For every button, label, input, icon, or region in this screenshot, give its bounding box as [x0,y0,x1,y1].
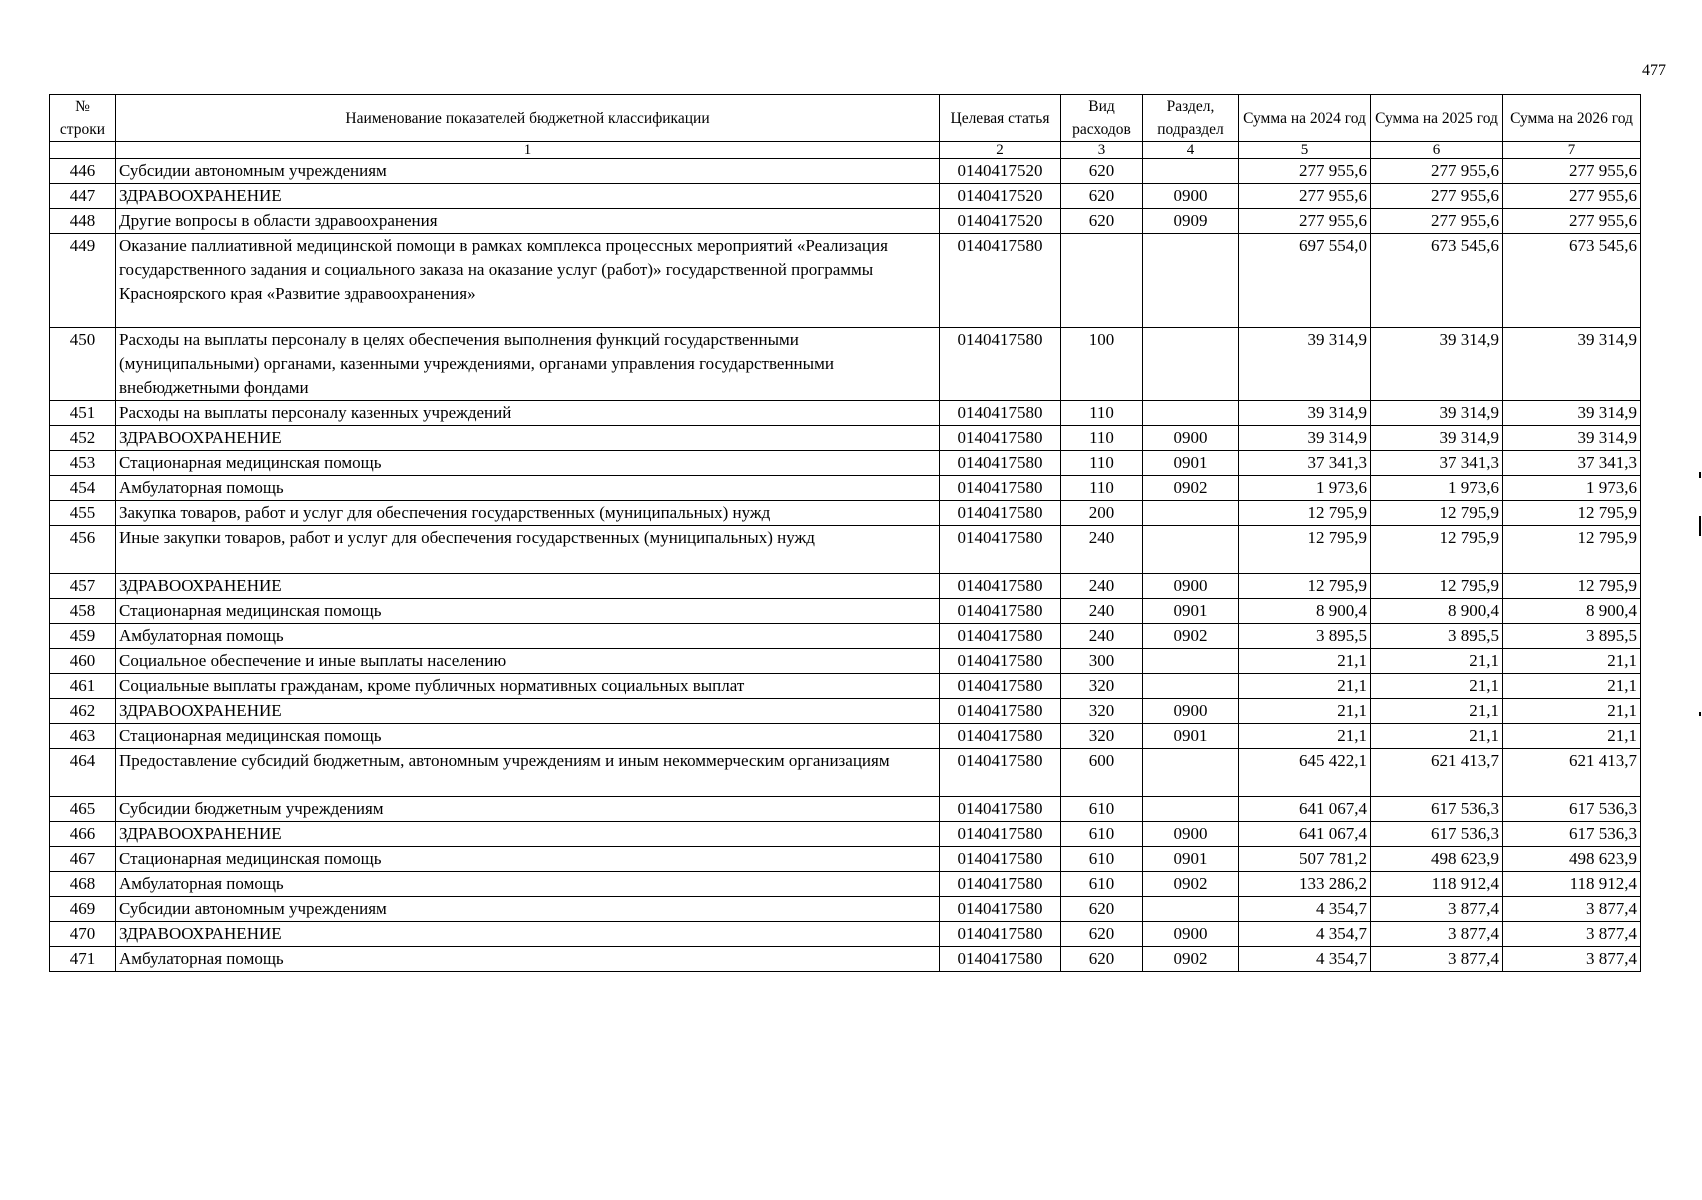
row-amount-2024: 277 955,6 [1239,209,1371,234]
row-amount-2026: 12 795,9 [1503,501,1641,526]
row-amount-2026: 498 623,9 [1503,847,1641,872]
row-number: 457 [50,574,116,599]
row-expense-kind: 320 [1061,699,1143,724]
header-2024: Сумма на 2024 год [1239,95,1371,142]
row-target-article: 0140417580 [940,501,1061,526]
row-section: 0902 [1143,872,1239,897]
row-amount-2026: 39 314,9 [1503,426,1641,451]
row-target-article: 0140417580 [940,476,1061,501]
row-amount-2024: 507 781,2 [1239,847,1371,872]
row-number: 463 [50,724,116,749]
row-amount-2026: 617 536,3 [1503,822,1641,847]
column-number: 3 [1061,142,1143,159]
row-amount-2025: 3 877,4 [1371,922,1503,947]
column-number: 7 [1503,142,1641,159]
row-section [1143,749,1239,797]
row-expense-kind: 610 [1061,797,1143,822]
row-name: Расходы на выплаты персоналу в целях обеспечения выполнения функций государственными (муниципальными) органами, казенными учреждениями, органами управления государственными внебюджетными фондами [116,328,940,401]
row-section: 0902 [1143,947,1239,972]
row-expense-kind: 620 [1061,922,1143,947]
row-name: Субсидии автономным учреждениям [116,159,940,184]
header-2026: Сумма на 2026 год [1503,95,1641,142]
header-target: Целевая статья [940,95,1061,142]
header-name: Наименование показателей бюджетной классификации [116,95,940,142]
row-section [1143,674,1239,699]
row-amount-2024: 645 422,1 [1239,749,1371,797]
row-amount-2025: 617 536,3 [1371,797,1503,822]
row-amount-2025: 621 413,7 [1371,749,1503,797]
row-name: Оказание паллиативной медицинской помощи в рамках комплекса процессных мероприятий «Реализация государственного задания и социального заказа на оказание услуг (работ)» государственной программы Красноярского края «Развитие здравоохранения» [116,234,940,328]
row-target-article: 0140417580 [940,847,1061,872]
row-number: 450 [50,328,116,401]
row-amount-2025: 21,1 [1371,699,1503,724]
row-amount-2026: 8 900,4 [1503,599,1641,624]
row-section: 0900 [1143,822,1239,847]
row-amount-2025: 118 912,4 [1371,872,1503,897]
column-number-row [50,142,1641,159]
row-amount-2025: 39 314,9 [1371,401,1503,426]
table-row [50,234,1641,328]
row-amount-2026: 21,1 [1503,674,1641,699]
row-target-article: 0140417580 [940,451,1061,476]
row-target-article: 0140417580 [940,922,1061,947]
row-name: Социальное обеспечение и иные выплаты населению [116,649,940,674]
row-expense-kind: 240 [1061,599,1143,624]
row-target-article: 0140417580 [940,749,1061,797]
table-row [50,328,1641,401]
row-amount-2024: 3 895,5 [1239,624,1371,649]
row-expense-kind: 200 [1061,501,1143,526]
row-amount-2025: 12 795,9 [1371,501,1503,526]
table-row [50,624,1641,649]
row-expense-kind: 240 [1061,624,1143,649]
column-number: 5 [1239,142,1371,159]
row-expense-kind: 610 [1061,847,1143,872]
budget-table [49,94,1641,972]
header-kind: Вид расходов [1061,95,1143,142]
row-amount-2024: 21,1 [1239,649,1371,674]
row-expense-kind: 100 [1061,328,1143,401]
row-amount-2025: 3 877,4 [1371,897,1503,922]
row-target-article: 0140417580 [940,699,1061,724]
row-section: 0901 [1143,724,1239,749]
row-amount-2025: 37 341,3 [1371,451,1503,476]
row-amount-2024: 641 067,4 [1239,822,1371,847]
row-expense-kind: 610 [1061,822,1143,847]
row-amount-2026: 617 536,3 [1503,797,1641,822]
row-target-article: 0140417580 [940,328,1061,401]
row-name: Стационарная медицинская помощь [116,599,940,624]
row-amount-2024: 4 354,7 [1239,922,1371,947]
row-amount-2024: 21,1 [1239,674,1371,699]
row-name: ЗДРАВООХРАНЕНИЕ [116,426,940,451]
column-number: 1 [116,142,940,159]
row-amount-2026: 21,1 [1503,649,1641,674]
row-amount-2026: 37 341,3 [1503,451,1641,476]
row-target-article: 0140417520 [940,184,1061,209]
row-expense-kind: 620 [1061,159,1143,184]
row-amount-2026: 12 795,9 [1503,574,1641,599]
row-section: 0902 [1143,624,1239,649]
row-amount-2026: 3 895,5 [1503,624,1641,649]
row-amount-2024: 277 955,6 [1239,184,1371,209]
table-row [50,401,1641,426]
row-expense-kind: 320 [1061,724,1143,749]
row-number: 469 [50,897,116,922]
row-amount-2026: 21,1 [1503,699,1641,724]
row-expense-kind: 110 [1061,426,1143,451]
row-section: 0900 [1143,574,1239,599]
row-expense-kind: 320 [1061,674,1143,699]
row-number: 453 [50,451,116,476]
row-amount-2026: 673 545,6 [1503,234,1641,328]
row-amount-2026: 118 912,4 [1503,872,1641,897]
row-section: 0900 [1143,184,1239,209]
row-number: 467 [50,847,116,872]
row-amount-2025: 21,1 [1371,649,1503,674]
row-name: Социальные выплаты гражданам, кроме публичных нормативных социальных выплат [116,674,940,699]
row-amount-2025: 617 536,3 [1371,822,1503,847]
column-number: 2 [940,142,1061,159]
row-amount-2024: 277 955,6 [1239,159,1371,184]
table-row [50,724,1641,749]
row-expense-kind: 240 [1061,574,1143,599]
row-section [1143,234,1239,328]
row-name: ЗДРАВООХРАНЕНИЕ [116,574,940,599]
table-row [50,847,1641,872]
row-target-article: 0140417580 [940,947,1061,972]
table-row [50,159,1641,184]
row-expense-kind: 620 [1061,209,1143,234]
row-expense-kind: 620 [1061,947,1143,972]
row-number: 458 [50,599,116,624]
row-target-article: 0140417580 [940,674,1061,699]
row-amount-2025: 277 955,6 [1371,184,1503,209]
row-number: 466 [50,822,116,847]
row-number: 452 [50,426,116,451]
row-expense-kind: 600 [1061,749,1143,797]
row-expense-kind: 110 [1061,451,1143,476]
row-number: 468 [50,872,116,897]
row-section [1143,328,1239,401]
row-section [1143,797,1239,822]
row-name: ЗДРАВООХРАНЕНИЕ [116,699,940,724]
row-amount-2025: 1 973,6 [1371,476,1503,501]
row-target-article: 0140417580 [940,822,1061,847]
page-number: 477 [1642,62,1666,79]
row-name: Амбулаторная помощь [116,872,940,897]
table-row [50,674,1641,699]
row-expense-kind: 300 [1061,649,1143,674]
column-number: 6 [1371,142,1503,159]
row-section [1143,649,1239,674]
row-amount-2024: 39 314,9 [1239,401,1371,426]
table-row [50,749,1641,797]
row-amount-2024: 39 314,9 [1239,328,1371,401]
row-name: Расходы на выплаты персоналу казенных учреждений [116,401,940,426]
row-expense-kind: 240 [1061,526,1143,574]
row-name: ЗДРАВООХРАНЕНИЕ [116,822,940,847]
row-name: Амбулаторная помощь [116,947,940,972]
scan-mark [1699,472,1701,478]
row-amount-2024: 37 341,3 [1239,451,1371,476]
row-name: Предоставление субсидий бюджетным, автономным учреждениям и иным некоммерческим организациям [116,749,940,797]
row-amount-2024: 4 354,7 [1239,897,1371,922]
row-section: 0900 [1143,699,1239,724]
row-expense-kind: 610 [1061,872,1143,897]
row-number: 455 [50,501,116,526]
row-amount-2025: 39 314,9 [1371,426,1503,451]
table-row [50,209,1641,234]
table-row [50,872,1641,897]
row-name: Амбулаторная помощь [116,624,940,649]
row-name: Стационарная медицинская помощь [116,724,940,749]
row-target-article: 0140417580 [940,574,1061,599]
row-name: ЗДРАВООХРАНЕНИЕ [116,184,940,209]
row-target-article: 0140417580 [940,599,1061,624]
row-amount-2025: 12 795,9 [1371,574,1503,599]
row-name: Другие вопросы в области здравоохранения [116,209,940,234]
row-amount-2025: 673 545,6 [1371,234,1503,328]
row-target-article: 0140417520 [940,159,1061,184]
row-amount-2025: 277 955,6 [1371,159,1503,184]
table-row [50,797,1641,822]
row-number: 448 [50,209,116,234]
row-target-article: 0140417580 [940,897,1061,922]
header-2025: Сумма на 2025 год [1371,95,1503,142]
row-amount-2024: 8 900,4 [1239,599,1371,624]
row-expense-kind: 110 [1061,401,1143,426]
row-target-article: 0140417580 [940,649,1061,674]
row-expense-kind [1061,234,1143,328]
row-number: 471 [50,947,116,972]
row-amount-2025: 21,1 [1371,674,1503,699]
row-section [1143,897,1239,922]
row-number: 464 [50,749,116,797]
header-row [50,95,1641,142]
row-section: 0901 [1143,847,1239,872]
table-row [50,476,1641,501]
row-number: 451 [50,401,116,426]
row-amount-2025: 21,1 [1371,724,1503,749]
column-number: 4 [1143,142,1239,159]
row-section [1143,159,1239,184]
row-amount-2024: 12 795,9 [1239,526,1371,574]
row-amount-2024: 12 795,9 [1239,501,1371,526]
row-section [1143,526,1239,574]
row-amount-2026: 277 955,6 [1503,184,1641,209]
table-row [50,922,1641,947]
row-number: 456 [50,526,116,574]
row-section: 0900 [1143,922,1239,947]
scan-mark [1699,712,1701,716]
table-row [50,574,1641,599]
row-section [1143,401,1239,426]
header-row-number: № строки [50,95,116,142]
row-number: 447 [50,184,116,209]
row-amount-2026: 277 955,6 [1503,159,1641,184]
row-name: ЗДРАВООХРАНЕНИЕ [116,922,940,947]
row-amount-2026: 621 413,7 [1503,749,1641,797]
row-amount-2025: 3 895,5 [1371,624,1503,649]
table-row [50,599,1641,624]
row-amount-2026: 39 314,9 [1503,328,1641,401]
row-amount-2026: 3 877,4 [1503,922,1641,947]
row-name: Стационарная медицинская помощь [116,847,940,872]
row-target-article: 0140417580 [940,797,1061,822]
row-number: 461 [50,674,116,699]
row-number: 462 [50,699,116,724]
row-name: Иные закупки товаров, работ и услуг для обеспечения государственных (муниципальных) нужд [116,526,940,574]
row-amount-2026: 21,1 [1503,724,1641,749]
row-amount-2025: 12 795,9 [1371,526,1503,574]
row-target-article: 0140417580 [940,724,1061,749]
row-amount-2024: 133 286,2 [1239,872,1371,897]
row-amount-2024: 12 795,9 [1239,574,1371,599]
row-amount-2026: 12 795,9 [1503,526,1641,574]
row-section: 0902 [1143,476,1239,501]
row-expense-kind: 620 [1061,897,1143,922]
row-target-article: 0140417520 [940,209,1061,234]
row-amount-2026: 3 877,4 [1503,897,1641,922]
row-amount-2025: 39 314,9 [1371,328,1503,401]
table-row [50,526,1641,574]
row-section [1143,501,1239,526]
row-target-article: 0140417580 [940,872,1061,897]
row-number: 459 [50,624,116,649]
row-expense-kind: 110 [1061,476,1143,501]
table-row [50,426,1641,451]
row-section: 0900 [1143,426,1239,451]
table-row [50,501,1641,526]
row-amount-2026: 39 314,9 [1503,401,1641,426]
row-target-article: 0140417580 [940,401,1061,426]
row-amount-2025: 8 900,4 [1371,599,1503,624]
row-amount-2024: 1 973,6 [1239,476,1371,501]
row-number: 454 [50,476,116,501]
row-name: Амбулаторная помощь [116,476,940,501]
table-row [50,699,1641,724]
row-amount-2025: 277 955,6 [1371,209,1503,234]
row-amount-2024: 21,1 [1239,699,1371,724]
table-row [50,947,1641,972]
row-number: 449 [50,234,116,328]
table-row [50,897,1641,922]
row-name: Стационарная медицинская помощь [116,451,940,476]
row-target-article: 0140417580 [940,526,1061,574]
row-amount-2024: 21,1 [1239,724,1371,749]
column-number-blank [50,142,116,159]
row-number: 465 [50,797,116,822]
row-target-article: 0140417580 [940,624,1061,649]
row-section: 0901 [1143,599,1239,624]
row-amount-2024: 697 554,0 [1239,234,1371,328]
table-row [50,649,1641,674]
row-number: 446 [50,159,116,184]
row-section: 0901 [1143,451,1239,476]
row-section: 0909 [1143,209,1239,234]
row-number: 470 [50,922,116,947]
row-expense-kind: 620 [1061,184,1143,209]
row-target-article: 0140417580 [940,426,1061,451]
row-amount-2025: 498 623,9 [1371,847,1503,872]
row-amount-2025: 3 877,4 [1371,947,1503,972]
row-name: Субсидии бюджетным учреждениям [116,797,940,822]
table-row [50,451,1641,476]
row-amount-2026: 3 877,4 [1503,947,1641,972]
table-row [50,822,1641,847]
header-section: Раздел, подраздел [1143,95,1239,142]
scan-mark [1699,516,1701,536]
row-amount-2024: 39 314,9 [1239,426,1371,451]
row-amount-2026: 1 973,6 [1503,476,1641,501]
row-amount-2026: 277 955,6 [1503,209,1641,234]
row-name: Закупка товаров, работ и услуг для обеспечения государственных (муниципальных) нужд [116,501,940,526]
row-amount-2024: 4 354,7 [1239,947,1371,972]
row-amount-2024: 641 067,4 [1239,797,1371,822]
table-row [50,184,1641,209]
row-target-article: 0140417580 [940,234,1061,328]
row-name: Субсидии автономным учреждениям [116,897,940,922]
row-number: 460 [50,649,116,674]
